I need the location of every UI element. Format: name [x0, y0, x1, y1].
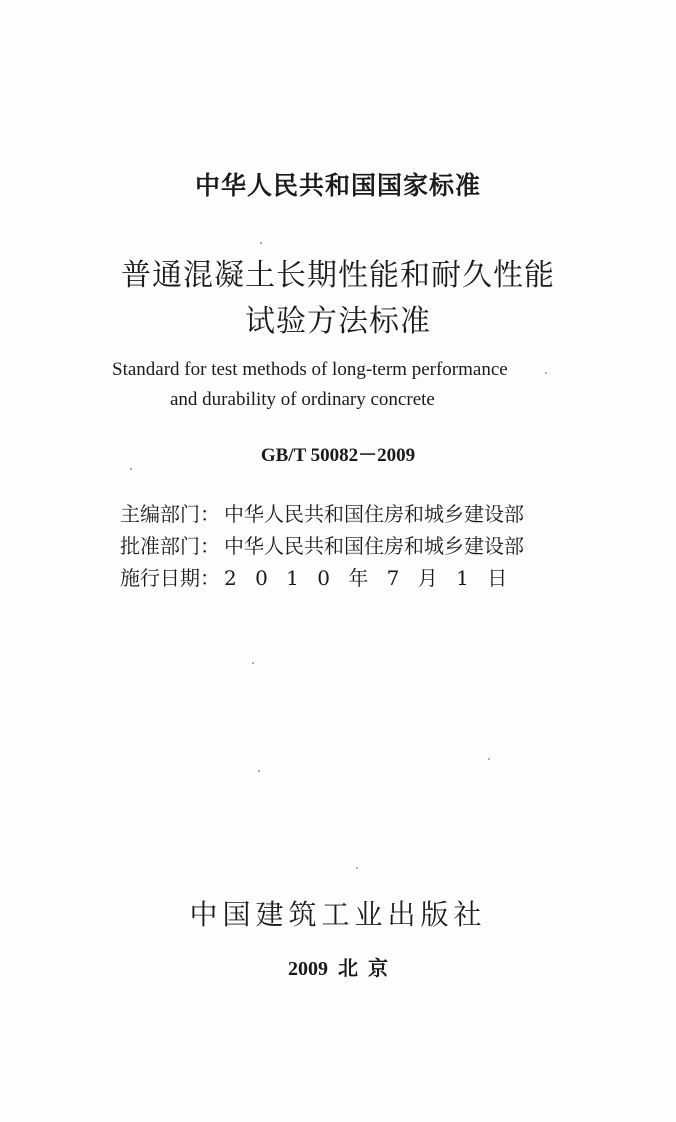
effective-date-value: 2 0 1 0 年 7 月 1 日: [224, 566, 514, 590]
scan-speck: [356, 867, 358, 869]
national-standard-heading: 中华人民共和国国家标准: [194, 171, 481, 200]
scan-speck: [252, 662, 254, 664]
scan-speck: [488, 758, 490, 760]
scan-speck: [545, 372, 547, 374]
editor-department-value: 中华人民共和国住房和城乡建设部: [224, 502, 524, 526]
publication-imprint: 2009 北 京: [288, 958, 388, 980]
approver-department-label: 批准部门：: [120, 534, 220, 558]
english-title-line-2: and durability of ordinary concrete: [170, 389, 435, 410]
title-line-2: 试验方法标准: [245, 304, 431, 339]
editor-department-row: [120, 498, 524, 527]
effective-date-label: 施行日期：: [120, 566, 220, 590]
approver-department-row: [120, 530, 524, 559]
standard-code: GB/T 50082－2009: [260, 445, 416, 466]
scan-speck: [258, 770, 260, 772]
scan-speck: [260, 242, 262, 244]
scan-speck: [130, 468, 132, 470]
approver-department-value: 中华人民共和国住房和城乡建设部: [224, 534, 524, 558]
editor-department-label: 主编部门：: [120, 502, 220, 526]
title-line-1: 普通混凝土长期性能和耐久性能: [121, 258, 555, 293]
effective-date-row: [120, 562, 513, 591]
english-title-line-1: Standard for test methods of long-term performance: [112, 359, 508, 380]
publisher-name: 中国建筑工业出版社: [189, 898, 487, 931]
